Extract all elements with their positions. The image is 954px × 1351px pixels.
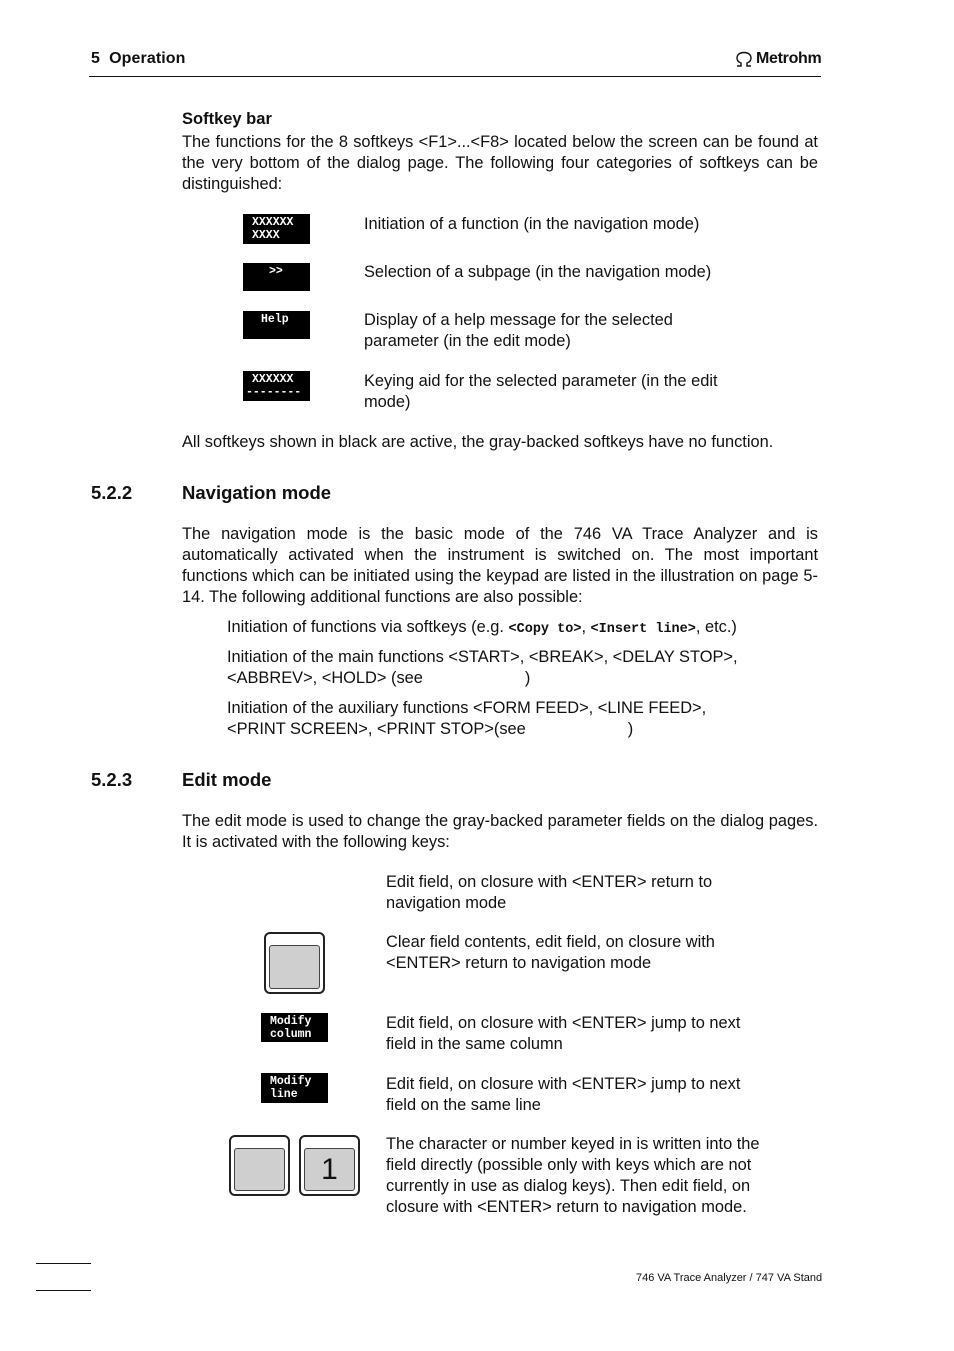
softkey-label-line1: XXXXXX	[252, 373, 294, 386]
navigation-bullet-aux-functions	[227, 698, 706, 740]
keycap-face	[304, 1148, 355, 1191]
bullet-text: <PRINT SCREEN>, <PRINT STOP>(see	[227, 720, 526, 738]
softkey-note: All softkeys shown in black are active, the gray-backed softkeys have no function.	[182, 433, 774, 451]
softkey-subpage-example	[243, 263, 310, 291]
desc-line: Edit field, on closure with <ENTER> jump to next	[386, 1075, 741, 1093]
keycap-face	[234, 1148, 285, 1191]
softkey-label-line1: >>	[269, 265, 283, 278]
brand-logo	[734, 50, 821, 68]
edit-mode-intro: The edit mode is used to change the gray-backed parameter fields on the dialog pages. It is activated with the following keys:	[182, 812, 818, 851]
softkey-label-line1: XXXXXX	[252, 216, 294, 229]
desc-line: Display of a help message for the selected	[364, 311, 673, 329]
softkey-label-line1: Help	[261, 313, 289, 326]
brand-name: Metrohm	[756, 50, 822, 67]
metrohm-omega-icon	[734, 51, 754, 67]
softkey-label-line2: line	[270, 1088, 298, 1101]
softkey-bar-heading: Softkey bar	[182, 110, 272, 128]
bullet-text: )	[627, 720, 634, 738]
softkey-label-line1: Modify	[270, 1015, 312, 1028]
section-number: 5.2.3	[91, 769, 133, 790]
desc-line: Clear field contents, edit field, on closure with	[386, 933, 715, 951]
bullet-text: )	[524, 669, 531, 687]
edit-item-desc	[386, 932, 715, 974]
softkey-ref-insert-line: <Insert line>	[590, 622, 696, 637]
desc-line: navigation mode	[386, 894, 507, 912]
desc-line: parameter (in the edit mode)	[364, 332, 571, 350]
edit-item-desc	[386, 1134, 760, 1218]
softkey-modify-line	[261, 1073, 328, 1103]
section-number: 5.2.2	[91, 482, 133, 503]
desc-line: closure with <ENTER> return to navigation mode.	[386, 1198, 747, 1216]
desc-line: <ENTER> return to navigation mode	[386, 954, 652, 972]
blank-key-icon	[229, 1135, 290, 1196]
softkey-desc-subpage: Selection of a subpage (in the navigation mode)	[364, 263, 712, 281]
edit-item-desc	[386, 1013, 740, 1055]
edit-item-desc	[386, 1074, 740, 1116]
navigation-bullet-softkeys	[227, 617, 737, 640]
bullet-text: , etc.)	[695, 618, 737, 636]
softkey-label-line1: Modify	[270, 1075, 312, 1088]
desc-line: currently in use as dialog keys). Then edit field, on	[386, 1177, 751, 1195]
desc-line: field in the same column	[386, 1035, 563, 1053]
softkey-ref-copy-to: <Copy to>	[508, 622, 582, 637]
navigation-bullet-main-functions	[227, 647, 738, 689]
section-title: Edit mode	[182, 769, 272, 790]
bullet-text: <ABBREV>, <HOLD> (see	[227, 669, 423, 687]
softkey-modify-column	[261, 1013, 328, 1042]
desc-line: The character or number keyed in is written into the	[386, 1135, 760, 1153]
header-rule	[89, 76, 821, 77]
softkey-label-line2: XXXX	[252, 229, 280, 242]
desc-line: mode)	[364, 393, 411, 411]
navigation-mode-intro: The navigation mode is the basic mode of the 746 VA Trace Analyzer and is automatically activated when the instrument is switched on. The most important functions which can be initiated using the keypad are listed in the illustration on page 5-14. The following additional functions are also possible:	[182, 525, 818, 606]
softkey-help-example	[243, 311, 310, 339]
softkey-desc-help	[364, 310, 673, 352]
softkey-desc-function: Initiation of a function (in the navigation mode)	[364, 215, 700, 233]
bullet-text: ,	[581, 618, 591, 636]
digit-label: 1	[321, 1152, 338, 1186]
running-header-chapter: 5 Operation	[91, 50, 186, 67]
softkey-desc-keying-aid	[364, 371, 718, 413]
softkey-bar-intro: The functions for the 8 softkeys <F1>...<F8> located below the screen can be found at the very bottom of the dialog page. The following four categories of softkeys can be distinguished:	[182, 133, 818, 193]
digit-key-icon	[299, 1135, 360, 1196]
footer-product: 746 VA Trace Analyzer / 747 VA Stand	[636, 1272, 823, 1284]
softkey-keying-aid-example	[243, 371, 310, 401]
softkey-label-line2: column	[270, 1028, 312, 1041]
bullet-text: Initiation of functions via softkeys (e.g.	[227, 618, 509, 636]
footer-rule-top	[36, 1263, 91, 1264]
edit-item-desc	[386, 872, 712, 914]
desc-line: Keying aid for the selected parameter (in the edit	[364, 372, 718, 390]
bullet-line: Initiation of the auxiliary functions <FORM FEED>, <LINE FEED>,	[227, 699, 707, 717]
desc-line: field directly (possible only with keys which are not	[386, 1156, 752, 1174]
bullet-line	[227, 719, 706, 740]
keycap-face	[269, 945, 320, 989]
bullet-line	[227, 668, 738, 689]
clear-key-icon	[264, 932, 325, 994]
bullet-line: Initiation of the main functions <START>, <BREAK>, <DELAY STOP>,	[227, 648, 738, 666]
softkey-label-line2: --------	[246, 386, 302, 399]
desc-line: Edit field, on closure with <ENTER> jump to next	[386, 1014, 741, 1032]
desc-line: field on the same line	[386, 1096, 541, 1114]
softkey-function-example	[243, 214, 310, 244]
section-title: Navigation mode	[182, 482, 332, 503]
desc-line: Edit field, on closure with <ENTER> return to	[386, 873, 713, 891]
footer-rule-bottom	[36, 1290, 91, 1291]
